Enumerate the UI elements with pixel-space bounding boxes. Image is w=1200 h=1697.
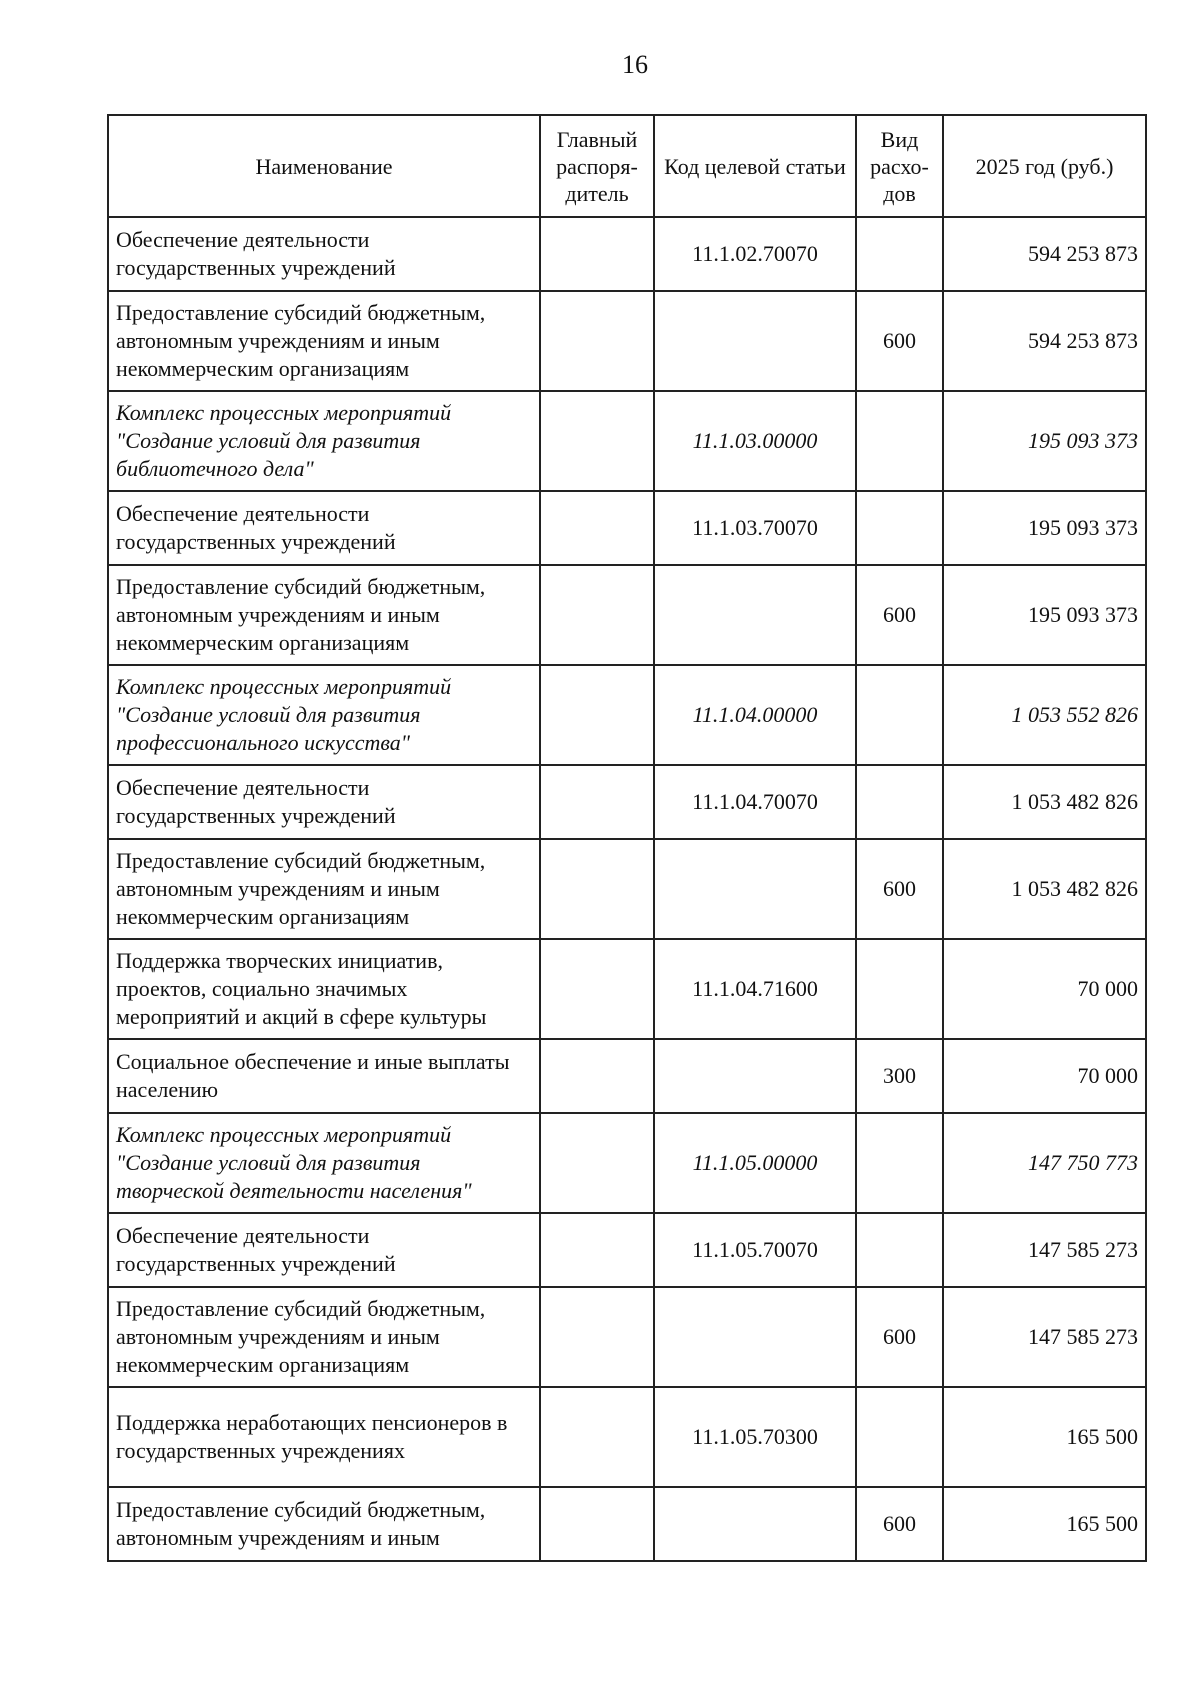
row-type [856, 665, 943, 765]
row-administrator [540, 1113, 654, 1213]
table-row [108, 765, 1146, 839]
row-name: Обеспечение деятельности государственных учреждений [108, 1213, 540, 1287]
row-type [856, 217, 943, 291]
row-code [654, 1487, 856, 1561]
table-row [108, 1287, 1146, 1387]
row-administrator [540, 491, 654, 565]
row-sum: 147 585 273 [943, 1287, 1146, 1387]
table-row [108, 291, 1146, 391]
row-code: 11.1.03.00000 [654, 391, 856, 491]
table-row [108, 839, 1146, 939]
row-type: 600 [856, 1287, 943, 1387]
row-code: 11.1.04.70070 [654, 765, 856, 839]
row-name: Обеспечение деятельности государственных учреждений [108, 765, 540, 839]
header-expense-type: Вид расхо-дов [856, 115, 943, 217]
row-type [856, 491, 943, 565]
row-name: Предоставление субсидий бюджетным, автономным учреждениям и иным некоммерческим организациям [108, 291, 540, 391]
row-type [856, 1213, 943, 1287]
table-row [108, 1213, 1146, 1287]
row-sum: 70 000 [943, 939, 1146, 1039]
row-name: Предоставление субсидий бюджетным, автономным учреждениям и иным некоммерческим организациям [108, 565, 540, 665]
row-sum: 147 750 773 [943, 1113, 1146, 1213]
header-administrator: Главный распоря-дитель [540, 115, 654, 217]
row-type: 600 [856, 1487, 943, 1561]
row-administrator [540, 1387, 654, 1487]
row-administrator [540, 1213, 654, 1287]
row-sum: 195 093 373 [943, 391, 1146, 491]
row-sum: 594 253 873 [943, 217, 1146, 291]
row-code: 11.1.04.00000 [654, 665, 856, 765]
row-sum: 1 053 482 826 [943, 839, 1146, 939]
row-sum: 594 253 873 [943, 291, 1146, 391]
page-number: 16 [622, 50, 648, 79]
table-row [108, 1487, 1146, 1561]
row-administrator [540, 665, 654, 765]
row-sum: 1 053 482 826 [943, 765, 1146, 839]
row-type [856, 1113, 943, 1213]
row-administrator [540, 839, 654, 939]
row-name: Обеспечение деятельности государственных учреждений [108, 491, 540, 565]
row-administrator [540, 291, 654, 391]
table-row-program [108, 391, 1146, 491]
row-administrator [540, 391, 654, 491]
row-type [856, 1387, 943, 1487]
row-sum: 1 053 552 826 [943, 665, 1146, 765]
row-type: 600 [856, 565, 943, 665]
header-year-sum: 2025 год (руб.) [943, 115, 1146, 217]
row-type: 600 [856, 839, 943, 939]
row-administrator [540, 765, 654, 839]
row-administrator [540, 939, 654, 1039]
row-administrator [540, 1487, 654, 1561]
row-name: Поддержка творческих инициатив, проектов, социально значимых мероприятий и акций в сфере культуры [108, 939, 540, 1039]
row-name: Предоставление субсидий бюджетным, автономным учреждениям и иным некоммерческим организациям [108, 839, 540, 939]
row-sum: 165 500 [943, 1387, 1146, 1487]
row-type [856, 939, 943, 1039]
row-type [856, 765, 943, 839]
row-type: 600 [856, 291, 943, 391]
row-code: 11.1.03.70070 [654, 491, 856, 565]
row-administrator [540, 565, 654, 665]
row-name: Обеспечение деятельности государственных учреждений [108, 217, 540, 291]
row-name: Социальное обеспечение и иные выплаты населению [108, 1039, 540, 1113]
row-code: 11.1.05.70300 [654, 1387, 856, 1487]
row-name: Комплекс процессных мероприятий "Создание условий для развития творческой деятельности населения" [108, 1113, 540, 1213]
row-code: 11.1.05.00000 [654, 1113, 856, 1213]
row-code [654, 565, 856, 665]
row-administrator [540, 1039, 654, 1113]
table-header-row [108, 115, 1146, 217]
row-sum: 195 093 373 [943, 491, 1146, 565]
table-row [108, 217, 1146, 291]
row-code [654, 291, 856, 391]
row-administrator [540, 1287, 654, 1387]
header-target-code: Код целевой статьи [654, 115, 856, 217]
table-row [108, 939, 1146, 1039]
row-administrator [540, 217, 654, 291]
table-row [108, 565, 1146, 665]
row-code: 11.1.05.70070 [654, 1213, 856, 1287]
row-code: 11.1.04.71600 [654, 939, 856, 1039]
budget-table [107, 114, 1147, 1562]
header-name: Наименование [108, 115, 540, 217]
table-row [108, 1039, 1146, 1113]
row-sum: 147 585 273 [943, 1213, 1146, 1287]
row-name: Комплекс процессных мероприятий "Создание условий для развития профессионального искусства" [108, 665, 540, 765]
table-row-program [108, 1113, 1146, 1213]
row-code [654, 1287, 856, 1387]
row-sum: 195 093 373 [943, 565, 1146, 665]
table-row-program [108, 665, 1146, 765]
row-name: Поддержка неработающих пенсионеров в государственных учреждениях [108, 1387, 540, 1487]
row-name: Комплекс процессных мероприятий "Создание условий для развития библиотечного дела" [108, 391, 540, 491]
row-name: Предоставление субсидий бюджетным, автономным учреждениям и иным некоммерческим организациям [108, 1287, 540, 1387]
row-type: 300 [856, 1039, 943, 1113]
row-name: Предоставление субсидий бюджетным, автономным учреждениям и иным [108, 1487, 540, 1561]
table-row [108, 491, 1146, 565]
row-code: 11.1.02.70070 [654, 217, 856, 291]
row-sum: 70 000 [943, 1039, 1146, 1113]
row-type [856, 391, 943, 491]
row-sum: 165 500 [943, 1487, 1146, 1561]
table-row [108, 1387, 1146, 1487]
row-code [654, 839, 856, 939]
row-code [654, 1039, 856, 1113]
